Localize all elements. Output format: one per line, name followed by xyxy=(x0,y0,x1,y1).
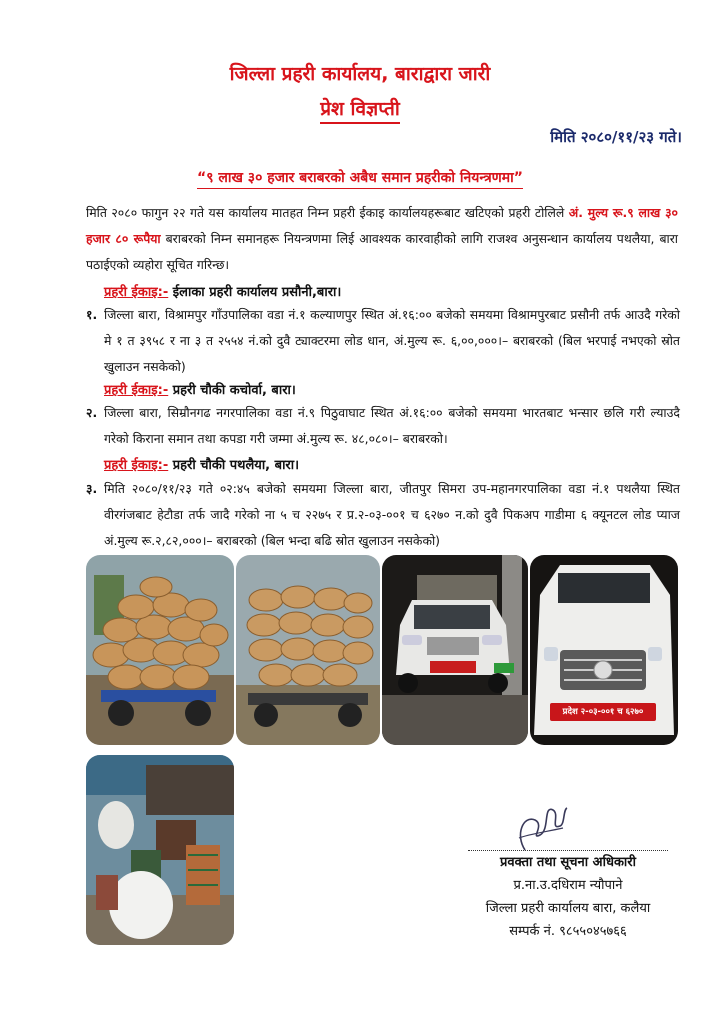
headline xyxy=(0,168,720,187)
photo-tractor-1 xyxy=(86,555,234,745)
item-text: जिल्ला बारा, सिम्रौनगढ नगरपालिका वडा नं.९ पिठुवाघाट स्थित अं.१६:०० बजेको समयमा भारतबाट भन्सार छलि गरी ल्याउदै गरेको किराना समान तथा कपडा गरी जम्मा अं.मुल्य रू. ४८,०८०।– बराबरको। xyxy=(104,405,680,446)
intro-paragraph xyxy=(86,200,678,278)
photo-goods xyxy=(86,755,234,945)
unit-heading-1 xyxy=(104,282,341,300)
signoff-block xyxy=(468,850,668,943)
release-date: मिति २०८०/११/२३ गते। xyxy=(550,128,682,146)
item-2 xyxy=(86,400,680,452)
signoff-title: प्रवक्ता तथा सूचना अधिकारी xyxy=(500,855,636,870)
item-number: २. xyxy=(86,405,98,420)
item-1 xyxy=(86,302,680,380)
unit-name: ईलाका प्रहरी कार्यालय प्रसौनी,बारा। xyxy=(168,285,342,300)
headline-text: “९ लाख ३० हजार बराबरको अबैध समान प्रहरीको नियन्त्रणमा” xyxy=(197,170,523,189)
unit-name: प्रहरी चौकी पथलैया, बारा। xyxy=(168,458,300,473)
unit-heading-2 xyxy=(104,380,296,398)
item-number: १. xyxy=(86,307,98,322)
signoff-office: जिल्ला प्रहरी कार्यालय बारा, कलैया xyxy=(485,901,651,916)
photo-tractor-2 xyxy=(236,555,380,745)
document-type-text: प्रेश विज्ञप्ती xyxy=(320,98,400,124)
office-title: जिल्ला प्रहरी कार्यालय, बाराद्वारा जारी xyxy=(229,63,491,85)
unit-label: प्रहरी ईकाइ:- xyxy=(104,458,169,473)
item-text: मिति २०८०/११/२३ गते ०२:४५ बजेको समयमा जिल्ला बारा, जीतपुर सिमरा उप-महानगरपालिका वडा नं.१ पथलैया स्थित वीरगंजबाट हेटौडा तर्फ जादै गरेको ना ५ च २२७५ र प्र.२-०३-००१ च ६२७० न.को दुवै पिकअप गाडीमा ६ क्यूनटल लोड प्याज अं.मुल्य रू.२,८२,०००।– बराबरको (बिल भन्दा बढि स्रोत खुलाउन नसकेको) xyxy=(104,481,680,548)
signoff-name: प्र.ना.उ.दधिराम न्यौपाने xyxy=(513,878,623,893)
document-type xyxy=(0,95,720,121)
intro-highlight: अं. मुल्य रू.९ लाख ३० हजार ८० रूपैया xyxy=(86,205,678,246)
intro-part2: बराबरको निम्न समानहरू नियन्त्रणमा लिई आवश्यक कारवाहीको लागि राजश्व अनुसन्धान कार्यालय पथलैया, बारा पठाईएको व्यहोरा सूचित गरिन्छ। xyxy=(86,231,679,272)
item-3 xyxy=(86,476,680,554)
item-number: ३. xyxy=(86,481,98,496)
photo-pickup-1 xyxy=(382,555,528,745)
unit-heading-3 xyxy=(104,455,299,473)
unit-label: प्रहरी ईकाइ:- xyxy=(104,285,169,300)
photo-pickup-2 xyxy=(530,555,678,745)
item-text: जिल्ला बारा, विश्रामपुर गाँउपालिका वडा नं.१ कल्याणपुर स्थित अं.१६:०० बजेको समयमा विश्रामपुरबाट प्रसौनी तर्फ आउदै गरेको मे १ त ३९५८ र ना ३ त २५५४ नं.को दुवै ट्याक्टरमा लोड धान, अं.मुल्य रू. ६,००,०००।– बराबरको (बिल भरपाई नभएको स्रोत खुलाउन नसकेको) xyxy=(104,307,680,374)
unit-name: प्रहरी चौकी कचोर्वा, बारा। xyxy=(168,383,296,398)
license-plate: प्रदेश २-०३-००१ च ६२७० xyxy=(550,703,656,721)
signoff-contact: सम्पर्क नं. ९८५५०४५७६६ xyxy=(509,924,627,939)
unit-label: प्रहरी ईकाइ:- xyxy=(104,383,169,398)
intro-part1: मिति २०८० फागुन २२ गते यस कार्यालय मातहत निम्न प्रहरी ईकाइ कार्यालयहरूबाट खटिएको प्रहरी टोलिले xyxy=(86,205,569,220)
